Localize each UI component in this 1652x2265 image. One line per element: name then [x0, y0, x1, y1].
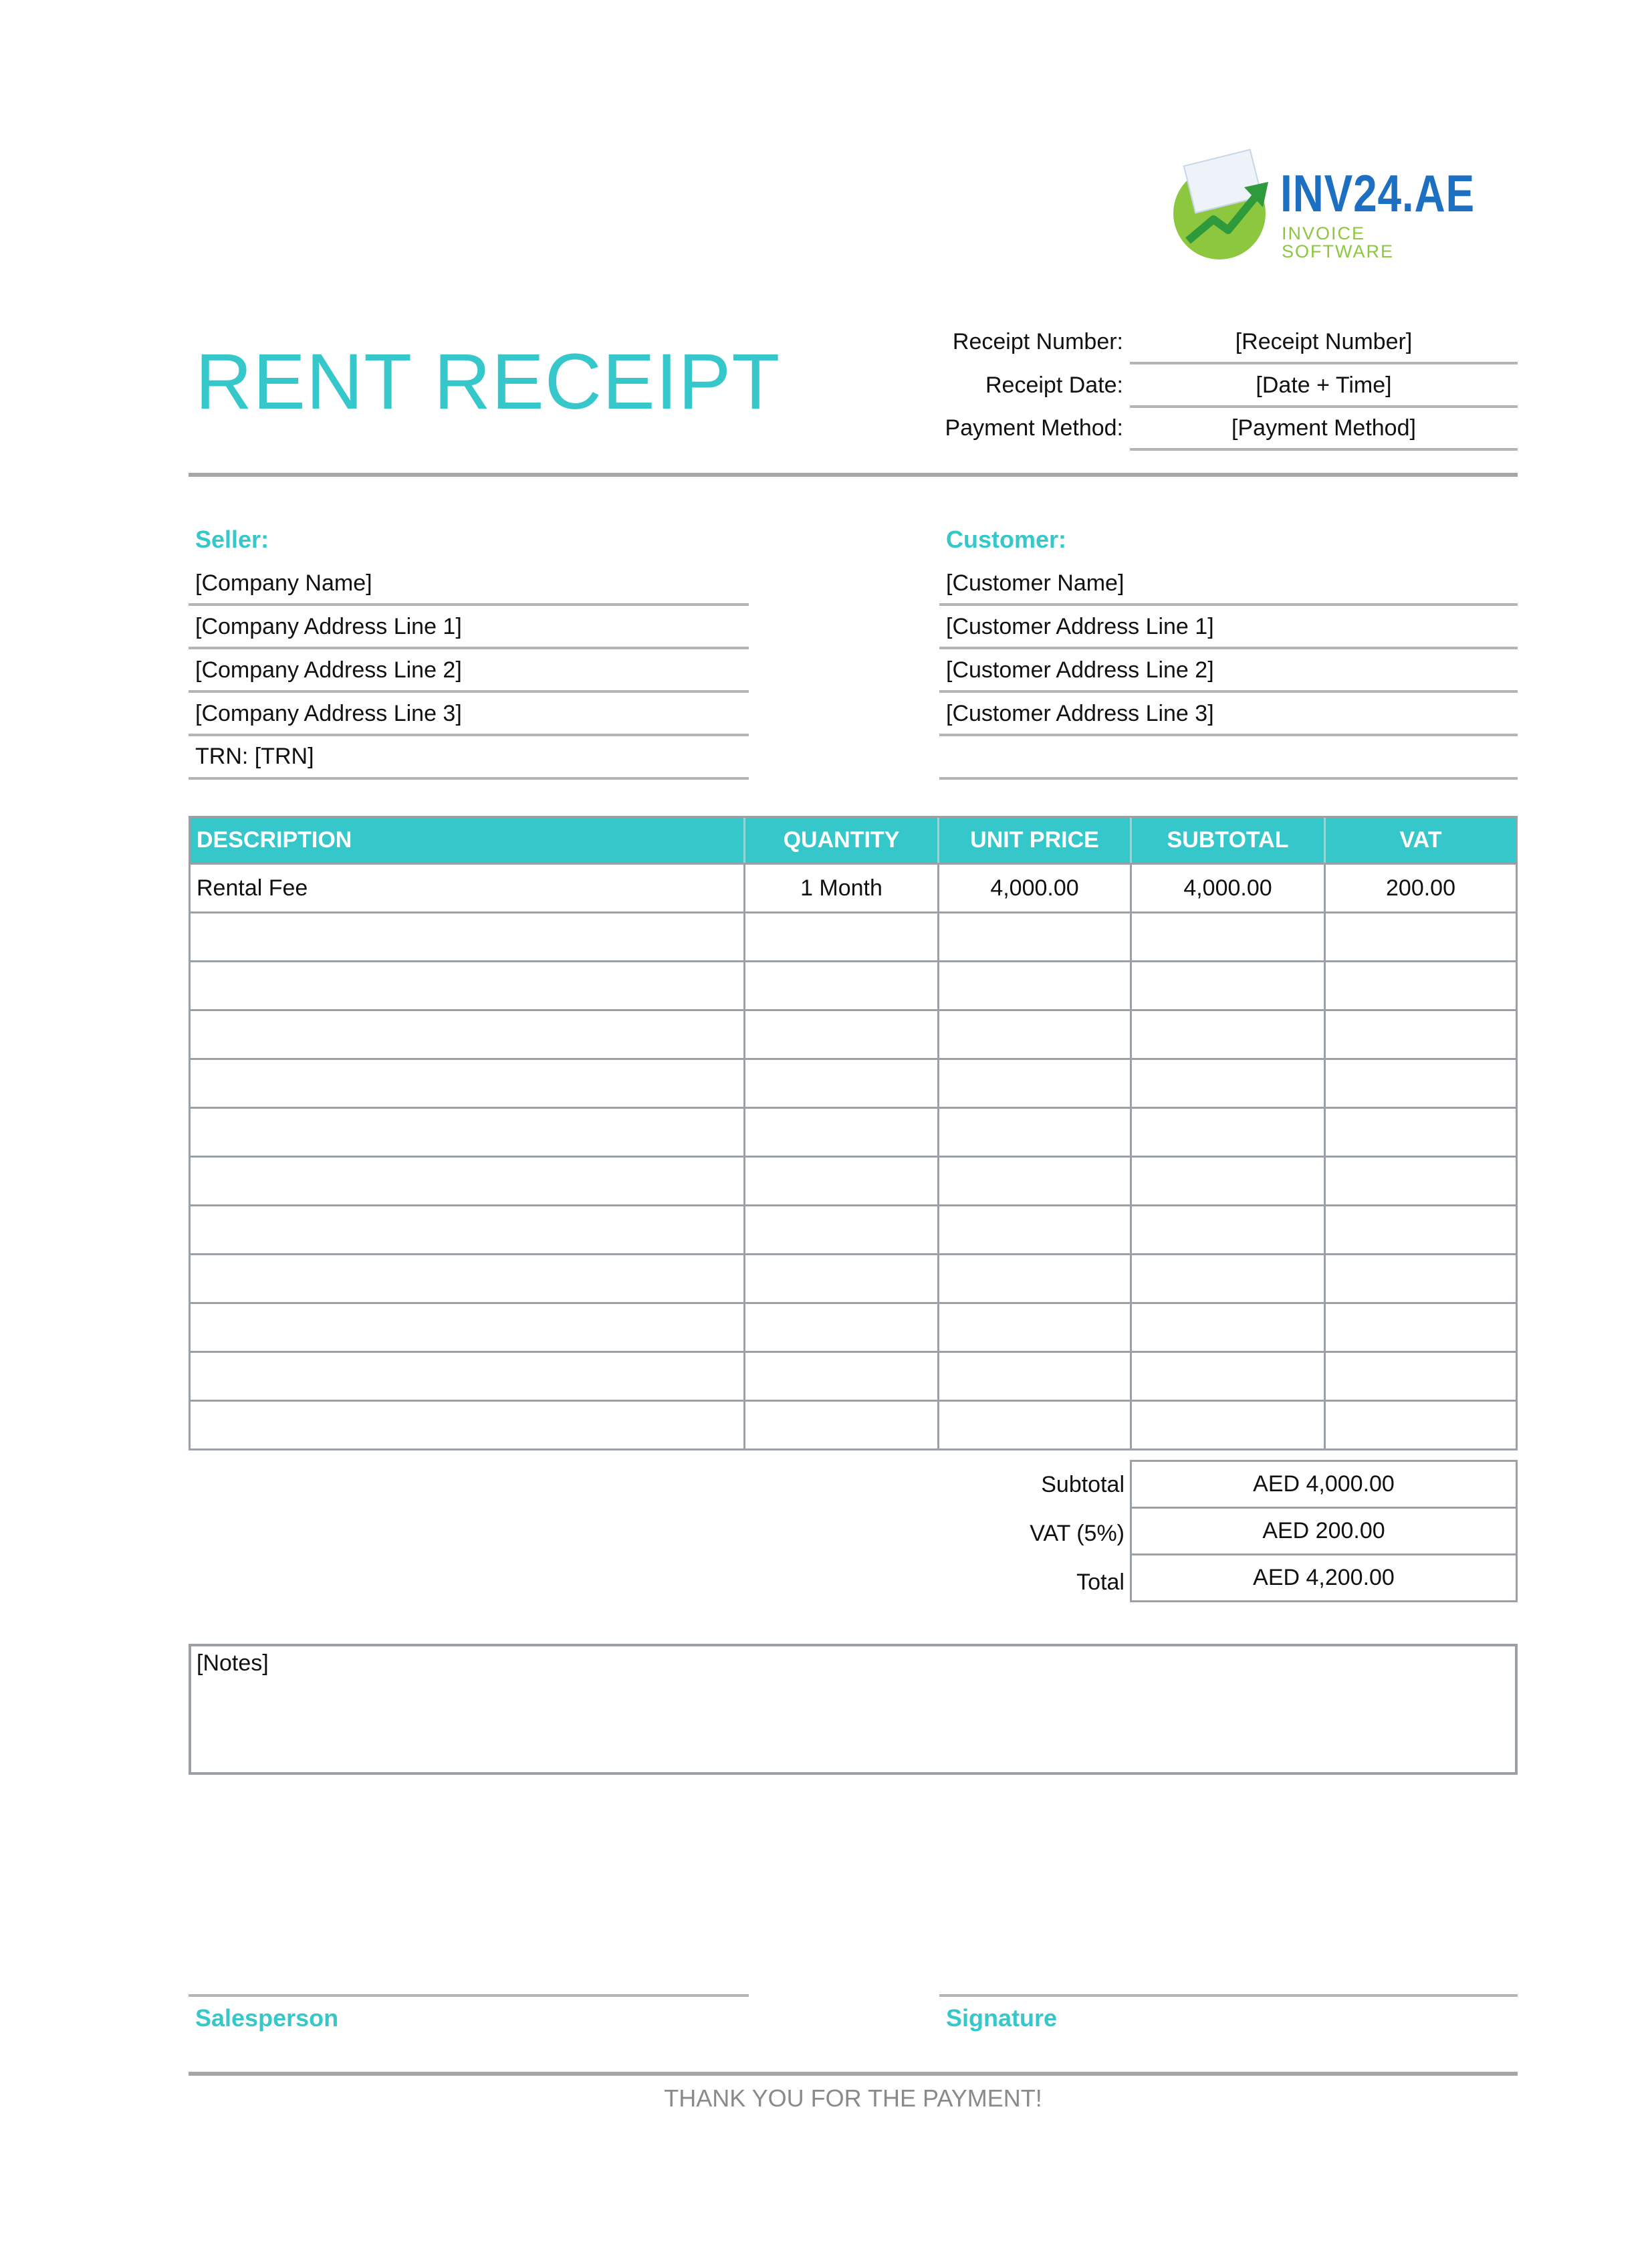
table-row: [189, 1304, 1518, 1353]
table-row: [189, 1109, 1518, 1158]
table-row: [189, 1060, 1518, 1109]
cell-unit-price[interactable]: [939, 913, 1132, 960]
signature-line: [939, 1994, 1518, 1997]
cell-vat[interactable]: [1326, 1206, 1516, 1253]
table-row: [189, 1011, 1518, 1060]
cell-vat[interactable]: [1326, 1060, 1516, 1107]
cell-unit-price[interactable]: [939, 1402, 1132, 1448]
cell-quantity[interactable]: [745, 1402, 939, 1448]
column-header-quantity: QUANTITY: [745, 818, 939, 863]
cell-unit-price[interactable]: 4,000.00: [939, 865, 1132, 911]
cell-subtotal[interactable]: [1132, 1060, 1326, 1107]
cell-vat[interactable]: [1326, 1011, 1516, 1058]
seller-line-divider: [189, 690, 749, 693]
total-value[interactable]: AED 4,200.00: [1130, 1553, 1518, 1602]
payment-method-value[interactable]: [Payment Method]: [1231, 415, 1416, 441]
cell-unit-price[interactable]: [939, 962, 1132, 1009]
cell-unit-price[interactable]: [939, 1109, 1132, 1156]
cell-vat[interactable]: [1326, 1255, 1516, 1302]
seller-line-divider: [189, 734, 749, 736]
cell-quantity[interactable]: [745, 913, 939, 960]
vat-value[interactable]: AED 200.00: [1130, 1507, 1518, 1555]
cell-unit-price[interactable]: [939, 1353, 1132, 1400]
cell-description[interactable]: [191, 962, 745, 1009]
footer-divider: [189, 2072, 1518, 2076]
table-row: [189, 1206, 1518, 1255]
salesperson-signature-line: [189, 1994, 749, 1997]
items-table: [189, 816, 1518, 1450]
cell-quantity[interactable]: [745, 962, 939, 1009]
seller-trn[interactable]: TRN: [TRN]: [195, 744, 314, 769]
customer-line-divider: [939, 777, 1518, 780]
items-table-header: [189, 816, 1518, 865]
cell-description[interactable]: [191, 1206, 745, 1253]
receipt-number-underline: [1130, 362, 1518, 364]
cell-description[interactable]: [191, 1304, 745, 1351]
table-row: [189, 962, 1518, 1011]
cell-quantity[interactable]: [745, 1011, 939, 1058]
receipt-date-label: Receipt Date:: [985, 372, 1123, 398]
cell-description[interactable]: [191, 1011, 745, 1058]
table-row: [189, 1158, 1518, 1206]
column-header-unit-price: UNIT PRICE: [939, 818, 1132, 863]
logo-trend-arrow-icon: [1180, 166, 1274, 253]
payment-method-underline: [1130, 448, 1518, 451]
subtotal-value[interactable]: AED 4,000.00: [1130, 1460, 1518, 1509]
cell-subtotal[interactable]: [1132, 1109, 1326, 1156]
table-row: [189, 1402, 1518, 1450]
cell-unit-price[interactable]: [939, 1011, 1132, 1058]
cell-quantity[interactable]: [745, 1060, 939, 1107]
cell-vat[interactable]: 200.00: [1386, 875, 1455, 901]
cell-quantity[interactable]: [745, 1353, 939, 1400]
receipt-number-value[interactable]: [Receipt Number]: [1235, 329, 1413, 354]
seller-line-divider: [189, 603, 749, 606]
customer-line-divider: [939, 734, 1518, 736]
cell-subtotal[interactable]: [1132, 962, 1326, 1009]
seller-address-line-2[interactable]: [Company Address Line 2]: [195, 657, 462, 683]
total-label: Total: [1076, 1570, 1125, 1595]
vat-label: VAT (5%): [1030, 1521, 1125, 1546]
subtotal-label: Subtotal: [1041, 1472, 1125, 1497]
cell-vat[interactable]: [1326, 1158, 1516, 1204]
cell-unit-price[interactable]: [939, 1158, 1132, 1204]
cell-quantity[interactable]: 1 Month: [745, 865, 939, 911]
cell-subtotal[interactable]: [1132, 1304, 1326, 1351]
column-header-vat: VAT: [1399, 827, 1442, 853]
brand-logo: [1173, 152, 1475, 261]
customer-address-line-3[interactable]: [Customer Address Line 3]: [946, 701, 1214, 726]
cell-description[interactable]: [191, 1060, 745, 1107]
cell-vat[interactable]: [1326, 1353, 1516, 1400]
table-row: [189, 913, 1518, 962]
seller-heading: Seller:: [195, 526, 269, 553]
cell-description[interactable]: [191, 913, 745, 960]
seller-address-line-3[interactable]: [Company Address Line 3]: [195, 701, 462, 726]
customer-heading: Customer:: [946, 526, 1067, 553]
table-row: [189, 1353, 1518, 1402]
cell-quantity[interactable]: [745, 1158, 939, 1204]
receipt-date-underline: [1130, 405, 1518, 408]
table-row: [189, 865, 1518, 913]
cell-quantity[interactable]: [745, 1304, 939, 1351]
footer-message: THANK YOU FOR THE PAYMENT!: [664, 2084, 1042, 2112]
cell-unit-price[interactable]: [939, 1060, 1132, 1107]
cell-quantity[interactable]: [745, 1109, 939, 1156]
cell-description[interactable]: Rental Fee: [191, 865, 745, 911]
receipt-date-value[interactable]: [Date + Time]: [1256, 372, 1392, 398]
cell-vat[interactable]: [1326, 1109, 1516, 1156]
cell-quantity[interactable]: [745, 1255, 939, 1302]
cell-vat[interactable]: [1326, 1304, 1516, 1351]
seller-company-name[interactable]: [Company Name]: [195, 570, 372, 596]
cell-subtotal[interactable]: 4,000.00: [1132, 865, 1326, 911]
seller-line-divider: [189, 777, 749, 780]
customer-name[interactable]: [Customer Name]: [946, 570, 1125, 596]
payment-method-label: Payment Method:: [945, 415, 1123, 441]
cell-unit-price[interactable]: [939, 1206, 1132, 1253]
cell-description[interactable]: [191, 1109, 745, 1156]
signature-label: Signature: [946, 2004, 1058, 2032]
logo-tagline: INVOICE SOFTWARE: [1282, 223, 1394, 261]
customer-line-divider: [939, 647, 1518, 649]
cell-subtotal[interactable]: [1132, 1011, 1326, 1058]
seller-line-divider: [189, 647, 749, 649]
customer-line-divider: [939, 690, 1518, 693]
cell-subtotal[interactable]: [1132, 913, 1326, 960]
header-divider: [189, 473, 1518, 477]
customer-address-line-2[interactable]: [Customer Address Line 2]: [946, 657, 1214, 683]
cell-subtotal[interactable]: [1132, 1158, 1326, 1204]
cell-unit-price[interactable]: [939, 1255, 1132, 1302]
notes-box[interactable]: [Notes]: [189, 1644, 1518, 1775]
salesperson-label: Salesperson: [195, 2004, 339, 2032]
seller-address-line-1[interactable]: [Company Address Line 1]: [195, 614, 462, 639]
cell-description[interactable]: [191, 1255, 745, 1302]
document-title: RENT RECEIPT: [195, 338, 781, 426]
cell-subtotal[interactable]: [1132, 1353, 1326, 1400]
cell-unit-price[interactable]: [939, 1304, 1132, 1351]
cell-description[interactable]: [191, 1353, 745, 1400]
logo-brand-text: INV24.AE: [1280, 164, 1475, 223]
items-table-body: [189, 865, 1518, 1450]
receipt-number-label: Receipt Number:: [952, 329, 1123, 354]
cell-description[interactable]: [191, 1402, 745, 1448]
cell-vat[interactable]: [1326, 962, 1516, 1009]
cell-description[interactable]: [191, 1158, 745, 1204]
column-header-subtotal: SUBTOTAL: [1132, 818, 1326, 863]
cell-vat[interactable]: [1326, 1402, 1516, 1448]
cell-subtotal[interactable]: [1132, 1402, 1326, 1448]
cell-vat[interactable]: [1326, 913, 1516, 960]
cell-quantity[interactable]: [745, 1206, 939, 1253]
column-header-description: DESCRIPTION: [191, 818, 745, 863]
cell-subtotal[interactable]: [1132, 1255, 1326, 1302]
customer-address-line-1[interactable]: [Customer Address Line 1]: [946, 614, 1214, 639]
table-row: [189, 1255, 1518, 1304]
cell-subtotal[interactable]: [1132, 1206, 1326, 1253]
customer-line-divider: [939, 603, 1518, 606]
